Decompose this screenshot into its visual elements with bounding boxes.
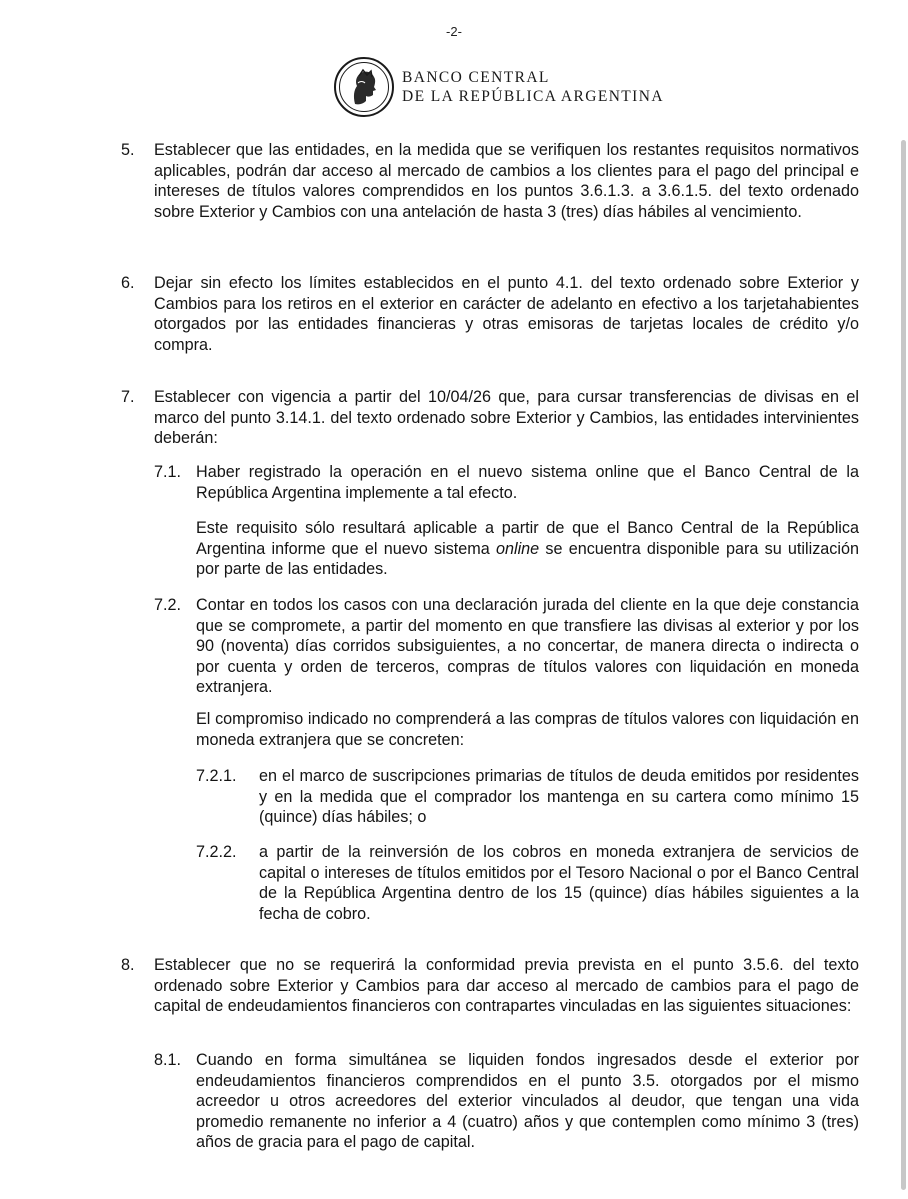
item-8-1-text: Cuando en forma simultánea se liquiden fondos ingresados desde el exterior por endeudamientos financieros comprendidos en el punto 3.5. otorgados por el mismo acreedor u otros acreedores del exterior vinculados al deudor, que tengan una vida promedio remanente no inferior a 4 (cuatro) años y que contemplen como mínimo 3 (tres) años de gracia para el pago de capital. [196,1051,859,1151]
item-7-2-text: Contar en todos los casos con una declaración jurada del cliente en la que deje constancia que se compromete, a partir del momento en que transfiere las divisas al exterior y por los 90 (noventa) días corridos subsiguientes, a no concertar, de manera directa o indirecta o por cuenta y orden de terceros, compras de títulos valores con liquidación en moneda extranjera. [196,596,859,696]
item-7-2-note: El compromiso indicado no comprenderá a las compras de títulos valores con liquidación en moneda extranjera que se concreten: [196,710,859,749]
bank-name-line2: DE LA REPÚBLICA ARGENTINA [402,88,664,105]
item-7-1-number: 7.1. [154,463,182,481]
item-7-1-note: Este requisito sólo resultará aplicable a partir de que el Banco Central de la República Argentina informe que el nuevo sistema online se encuentra disponible para su utilización por parte de las entidades. [196,519,859,578]
item-8-text: Establecer que no se requerirá la conformidad previa prevista en el punto 3.5.6. del texto ordenado sobre Exterior y Cambios para dar acceso al mercado de cambios para el pago de capital de endeudamientos financieros con contrapartes vinculadas en las siguientes situaciones: [154,956,859,1015]
item-7-2-2-number: 7.2.2. [196,843,237,861]
bank-name [402,68,664,106]
item-7-2-1-number: 7.2.1. [196,767,237,785]
page-number: -2- [446,24,462,39]
scrollbar[interactable] [901,140,906,1190]
item-7-1-text: Haber registrado la operación en el nuevo sistema online que el Banco Central de la República Argentina implemente a tal efecto. [196,463,859,502]
bank-name-line1: BANCO CENTRAL [402,69,550,86]
item-5-text: Establecer que las entidades, en la medida que se verifiquen los restantes requisitos normativos aplicables, podrán dar acceso al mercado de cambios a los clientes para el pago del principal e intereses de títulos valores comprendidos en los puntos 3.6.1.3. a 3.6.1.5. del texto ordenado sobre Exterior y Cambios con una antelación de hasta 3 (tres) días hábiles al vencimiento. [154,141,859,221]
item-7-2-1-text: en el marco de suscripciones primarias de títulos de deuda emitidos por residentes y en la medida que el comprador los mantenga en su cartera como mínimo 15 (quince) días hábiles; o [259,767,859,826]
item-6-text: Dejar sin efecto los límites establecidos en el punto 4.1. del texto ordenado sobre Exterior y Cambios para los retiros en el exterior en carácter de adelanto en efectivo a los tarjetahabientes otorgados por las entidades financieras y otras emisoras de tarjetas locales de crédito y/o compra. [154,274,859,354]
item-7-number: 7. [121,388,135,406]
item-8-1-number: 8.1. [154,1051,182,1069]
item-8-number: 8. [121,956,135,974]
item-6-number: 6. [121,274,135,292]
bcra-seal-logo [333,56,395,118]
item-7-2-2-text: a partir de la reinversión de los cobros en moneda extranjera de servicios de capital o intereses de títulos emitidos por el Tesoro Nacional o por el Banco Central de la República Argentina dentro de los 15 (quince) días hábiles siguientes a la fecha de cobro. [259,843,859,923]
item-5-number: 5. [121,141,135,159]
item-7-2-number: 7.2. [154,596,182,614]
item-7-text: Establecer con vigencia a partir del 10/04/26 que, para cursar transferencias de divisas en el marco del punto 3.14.1. del texto ordenado sobre Exterior y Cambios, las entidades intervinientes deberán: [154,388,859,447]
